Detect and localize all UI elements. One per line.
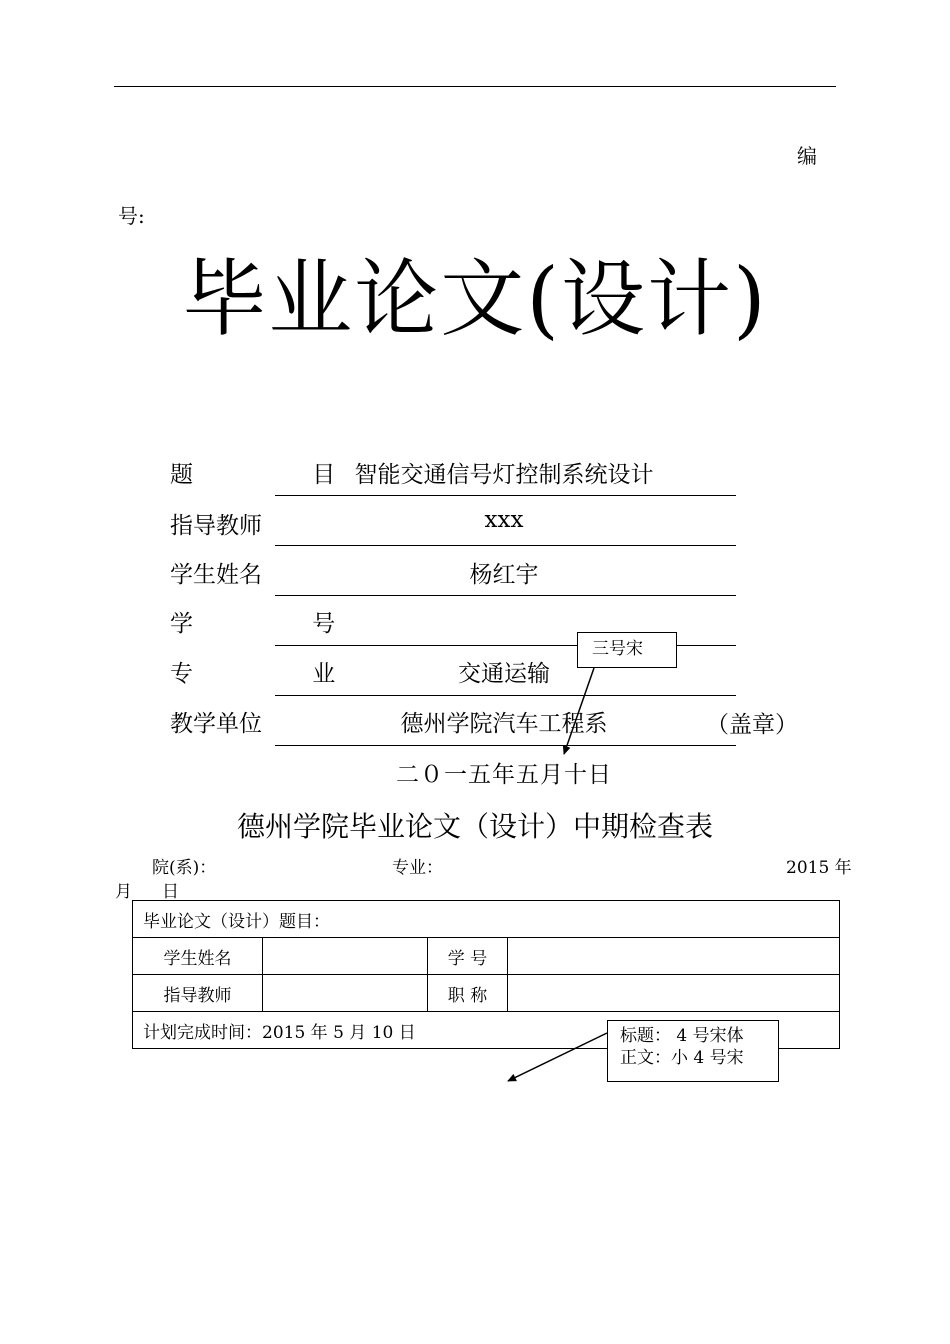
field-label-major: 专 业 <box>170 661 392 687</box>
field-label-student-name: 学生姓名 <box>170 562 262 588</box>
number-label-part2: 号: <box>118 204 145 228</box>
format-note-line-1: 标题： 4 号宋体 <box>620 1026 744 1046</box>
field-label-student-id: 学 号 <box>170 611 392 637</box>
topic-label: 毕业论文（设计）题目： <box>133 901 840 938</box>
month-label: 月 <box>115 882 132 902</box>
field-value-major: 交通运输 <box>458 661 550 687</box>
plan-time-text: 计划完成时间：2015 年 5 月 10 日 <box>133 1012 840 1049</box>
field-value-topic: 智能交通信号灯控制系统设计 <box>354 462 654 488</box>
font-note-text: 三号宋 <box>592 639 643 659</box>
field-value-student-name: 杨红宇 <box>469 562 539 588</box>
student-name-label: 学生姓名 <box>133 938 263 975</box>
seal-text: （盖章） <box>706 712 798 738</box>
advisor-label: 指导教师 <box>133 975 263 1012</box>
student-id-label: 学 号 <box>428 938 508 975</box>
college-label: 院(系)： <box>152 858 217 878</box>
cover-title: 毕业论文(设计) <box>182 250 768 348</box>
midterm-form-title: 德州学院毕业论文（设计）中期检查表 <box>236 810 713 843</box>
field-label-unit: 教学单位 <box>170 711 262 737</box>
field-value-advisor: xxx <box>484 507 524 533</box>
number-label-part1: 编 <box>797 144 817 168</box>
year-text: 2015 年 <box>786 858 852 878</box>
cover-date: 二０一五年五月十日 <box>396 762 612 788</box>
arrow-to-date <box>564 668 594 754</box>
major-label: 专业： <box>392 858 443 878</box>
arrow-to-table <box>508 1033 607 1081</box>
field-label-advisor: 指导教师 <box>170 513 262 539</box>
day-label: 日 <box>162 882 179 902</box>
field-label-topic: 题 目 <box>170 462 392 488</box>
title-label: 职 称 <box>428 975 508 1012</box>
field-value-unit: 德州学院汽车工程系 <box>400 711 608 737</box>
format-note-line-2: 正文：小 4 号宋 <box>620 1048 744 1068</box>
